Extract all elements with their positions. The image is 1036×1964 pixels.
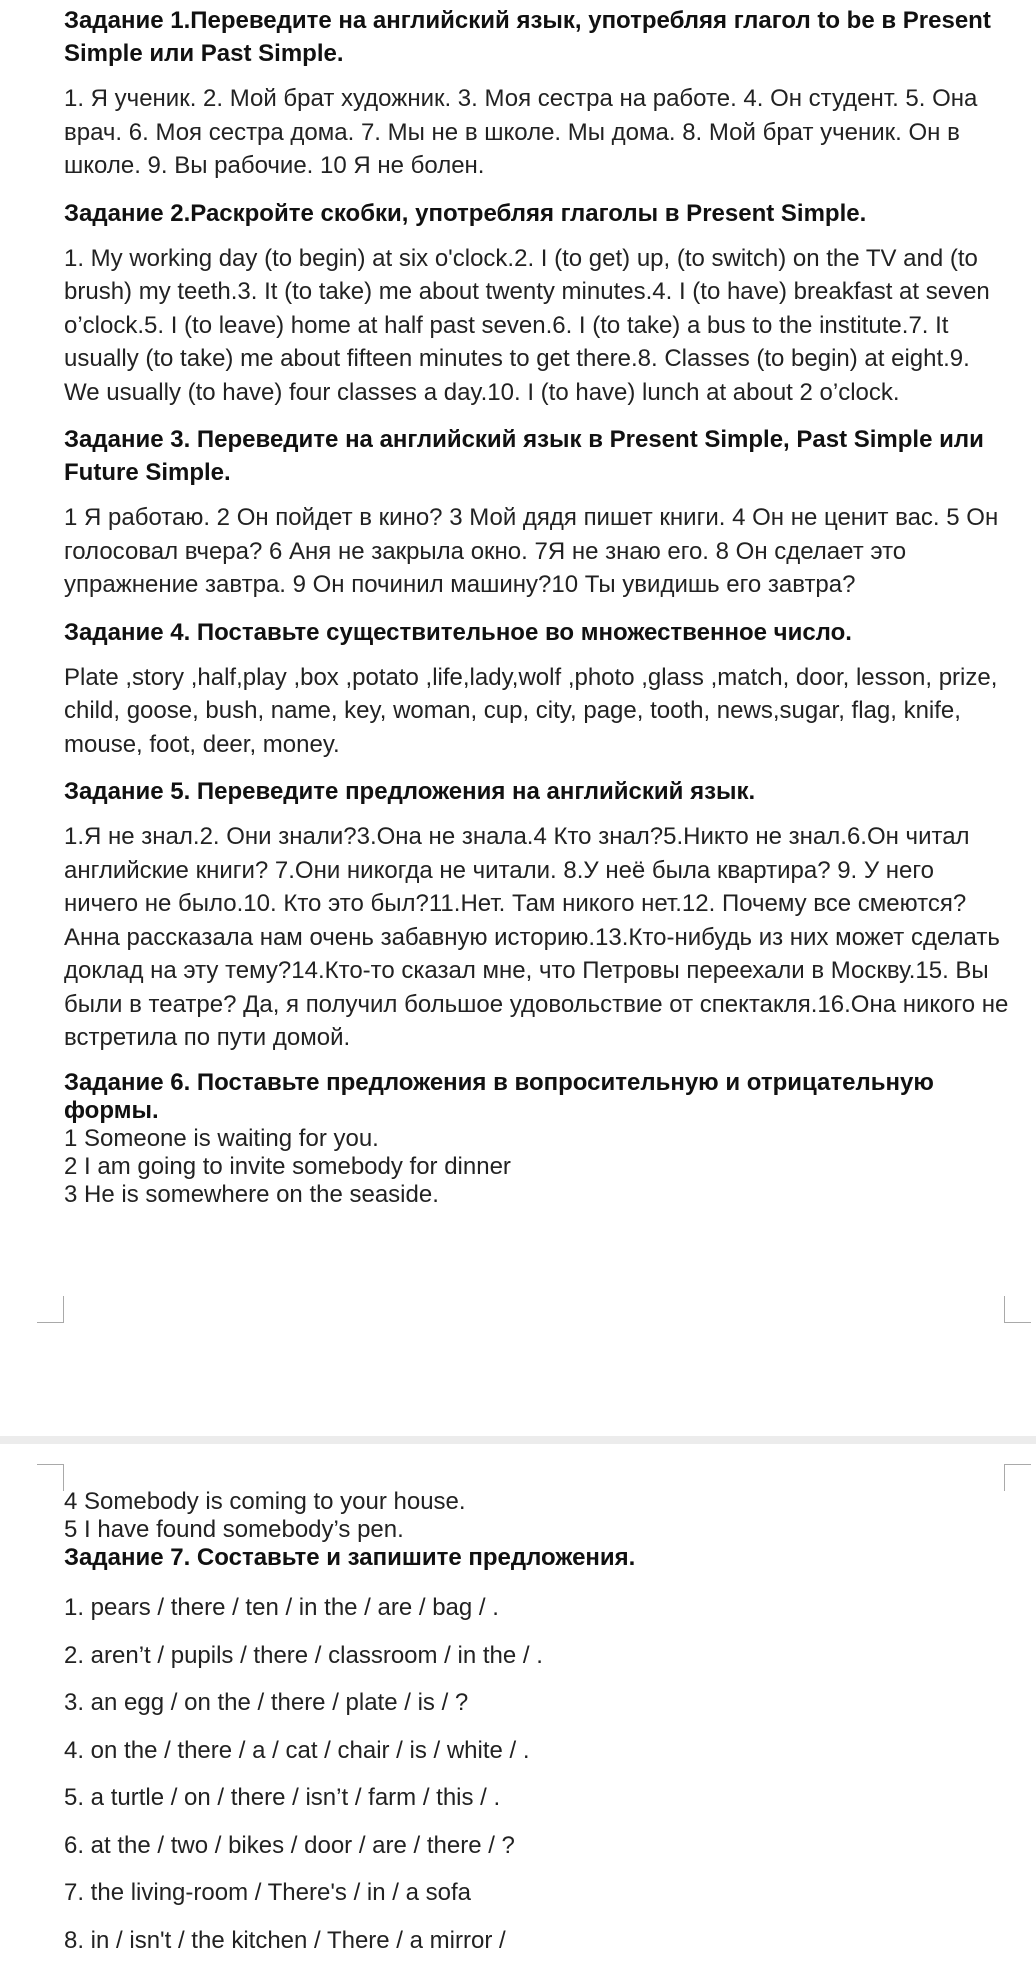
- page-corner-mark: [1004, 1464, 1031, 1491]
- page-corner-mark: [1004, 1296, 1031, 1323]
- task-4-heading: Задание 4. Поставьте существительное во множественное число.: [64, 618, 852, 646]
- task-7-heading: Задание 7. Составьте и запишите предложения.: [64, 1544, 636, 1571]
- page-corner-mark: [37, 1296, 64, 1323]
- task-2-text: 1. My working day (to begin) at six o'clock.2. I (to get) up, (to switch) on the TV and (to brush) my teeth.3. It (to take) me about twenty minutes.4. I (to have) breakfast at seven o’clock.5. I (to leave) home at half past seven.6. I (to take) a bus to the institute.7. It usually (to take) me about fifteen minutes to get there.8. Classes (to begin) at eight.9. We usually (to have) four classes a day.10. I (to have) lunch at about 2 o’clock.: [64, 244, 990, 406]
- list-item: 7. the living-room / There's / in / a sofa: [64, 1879, 471, 1906]
- task-6-line: 5 I have found somebody’s pen.: [64, 1516, 404, 1543]
- document-page-2: [0, 1444, 1036, 1964]
- task-3-text: 1 Я работаю. 2 Он пойдет в кино? 3 Мой дядя пишет книги. 4 Он не ценит вас. 5 Он голосовал вчера? 6 Аня не закрыла окно. 7Я не знаю его. 8 Он сделает это упражнение завтра. 9 Он починил машину?10 Ты увидишь его завтра?: [64, 504, 999, 598]
- list-item: 4. on the / there / a / cat / chair / is / white / .: [64, 1736, 530, 1764]
- page-2-content: [64, 1488, 1009, 1964]
- task-1-text: 1. Я ученик. 2. Мой брат художник. 3. Моя сестра на работе. 4. Он студент. 5. Она врач. 6. Моя сестра дома. 7. Мы не в школе. Мы дома. 8. Мой брат ученик. Он в школе. 9. Вы рабочие. 10 Я не болен.: [64, 85, 978, 179]
- page-separator: [0, 1436, 1036, 1444]
- page-1-content: [64, 4, 1009, 1209]
- task-3-heading: Задание 3. Переведите на английский язык в Present Simple, Past Simple или Future Simple.: [64, 426, 984, 486]
- list-item: 2. aren’t / pupils / there / classroom / in the / .: [64, 1641, 543, 1669]
- task-6-line: 1 Someone is waiting for you.: [64, 1124, 379, 1152]
- list-item: 8. in / isn't / the kitchen / There / a mirror /: [64, 1926, 506, 1954]
- list-item: 3. an egg / on the / there / plate / is / ?: [64, 1689, 469, 1716]
- list-item: 1. pears / there / ten / in the / are / bag / .: [64, 1594, 499, 1621]
- task-6-line: 4 Somebody is coming to your house.: [64, 1488, 466, 1515]
- page-corner-mark: [37, 1464, 64, 1491]
- task-5-text: 1.Я не знал.2. Они знали?3.Она не знала.4 Кто знал?5.Никто не знал.6.Он читал английские книги? 7.Они никогда не читали. 8.У неё была квартира? 9. У него ничего не было.10. Кто это был?11.Нет. Там никого нет.12. Почему все смеются? Анна рассказала нам очень забавную историю.13.Кто-нибудь из них может сделать доклад на эту тему?14.Кто-то сказал мне, что Петровы переехали в Москву.15. Вы были в театре? Да, я получил большое удовольствие от спектакля.16.Она никого не встретила по пути домой.: [64, 823, 1009, 1051]
- list-item: 5. a turtle / on / there / isn’t / farm / this / .: [64, 1784, 501, 1811]
- task-1-heading: Задание 1.Переведите на английский язык, употребляя глагол to be в Present Simple или Past Simple.: [64, 7, 991, 67]
- task-2-heading: Задание 2.Раскройте скобки, употребляя глаголы в Present Simple.: [64, 199, 867, 227]
- task-4-text: Plate ,story ,half,play ,box ,potato ,life,lady,wolf ,photo ,glass ,match, door, lesson, prize, child, goose, bush, name, key, woman, cup, city, page, tooth, news,sugar, flag, knife, mouse, foot, deer, money.: [64, 663, 998, 758]
- task-7-list: [64, 1584, 1009, 1964]
- task-6-heading: Задание 6. Поставьте предложения в вопросительную и отрицательную формы.: [64, 1068, 934, 1124]
- task-6-line: 2 I am going to invite somebody for dinner: [64, 1152, 511, 1180]
- task-6-line: 3 He is somewhere on the seaside.: [64, 1180, 439, 1208]
- list-item: 6. at the / two / bikes / door / are / there / ?: [64, 1831, 515, 1859]
- task-5-heading: Задание 5. Переведите предложения на английский язык.: [64, 778, 756, 805]
